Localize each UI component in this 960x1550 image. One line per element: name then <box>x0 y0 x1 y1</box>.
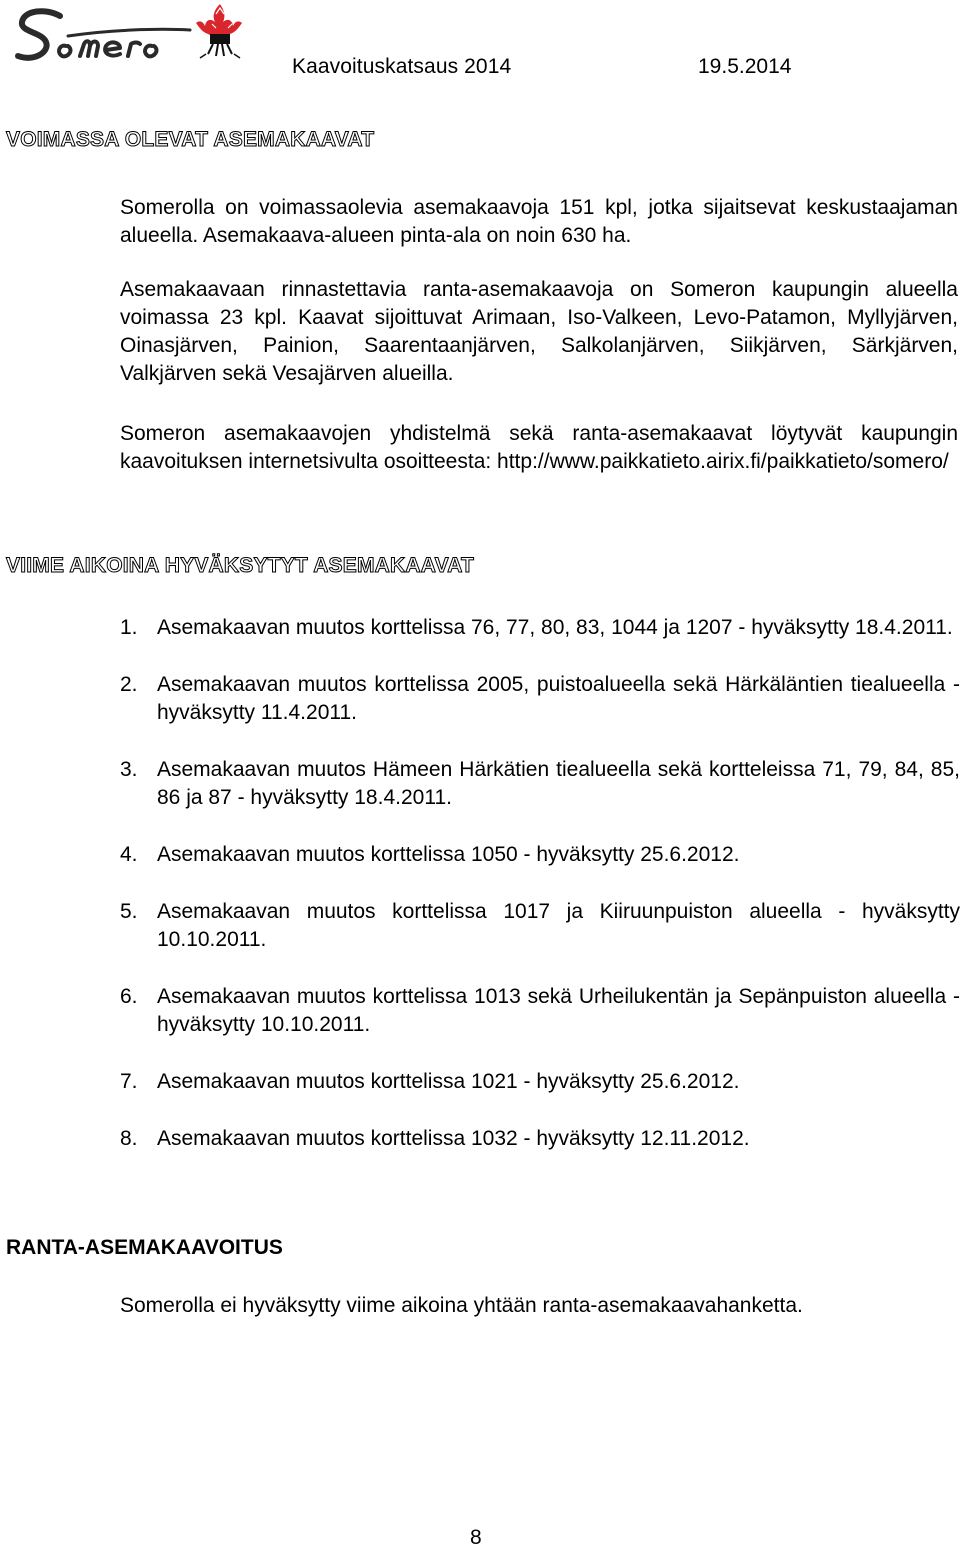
list-item-number: 4. <box>120 843 138 866</box>
list-item <box>120 1125 960 1153</box>
list-item <box>120 671 960 727</box>
list-item-number: 1. <box>120 616 138 639</box>
somero-logo-image <box>8 0 258 72</box>
list-item-text: Asemakaavan muutos Hämeen Härkätien tiealueella sekä kortteleissa 71, 79, 84, 85, 86 ja 87 - hyväksytty 18.4.2011. <box>157 758 960 809</box>
paragraph-ranta-asemakaavoitus: Somerolla ei hyväksytty viime aikoina yhtään ranta-asemakaavahanketta. <box>120 1294 803 1317</box>
list-item <box>120 1068 960 1096</box>
list-item <box>120 756 960 812</box>
list-item-text: Asemakaavan muutos korttelissa 2005, puistoalueella sekä Härkäläntien tiealueella - hyväksytty 11.4.2011. <box>157 673 960 724</box>
somero-logo <box>8 0 258 72</box>
document-title: Kaavoituskatsaus 2014 <box>292 55 512 78</box>
list-item <box>120 898 960 954</box>
list-item-text: Asemakaavan muutos korttelissa 1017 ja Kiiruunpuiston alueella - hyväksytty 10.10.2011. <box>157 900 960 951</box>
list-item <box>120 841 960 869</box>
list-item-number: 6. <box>120 985 138 1008</box>
list-item-number: 8. <box>120 1127 138 1150</box>
approved-plans-list <box>120 614 960 1182</box>
page-header <box>0 0 960 100</box>
list-item <box>120 614 960 642</box>
list-item-number: 5. <box>120 900 138 923</box>
list-item-text: Asemakaavan muutos korttelissa 1021 - hyväksytty 25.6.2012. <box>157 1070 740 1093</box>
paragraph-asemakaavat-count: Somerolla on voimassaolevia asemakaavoja 151 kpl, jotka sijaitsevat keskustaajaman alueella. Asemakaava-alueen pinta-ala on noin 630 ha. <box>120 196 958 247</box>
list-item-text: Asemakaavan muutos korttelissa 1013 sekä Urheilukentän ja Sepänpuiston alueella - hyväksytty 10.10.2011. <box>157 985 960 1036</box>
tree-emblem-icon <box>196 4 242 58</box>
section-heading-ranta: RANTA-ASEMAKAAVOITUS <box>6 1236 283 1259</box>
list-item-text: Asemakaavan muutos korttelissa 1050 - hyväksytty 25.6.2012. <box>157 843 740 866</box>
list-item-number: 2. <box>120 673 138 696</box>
list-item-number: 3. <box>120 758 138 781</box>
page-number: 8 <box>470 1526 482 1549</box>
list-item-text: Asemakaavan muutos korttelissa 76, 77, 80, 83, 1044 ja 1207 - hyväksytty 18.4.2011. <box>157 616 953 639</box>
section-heading-voimassa: VOIMASSA OLEVAT ASEMAKAAVAT <box>6 128 375 151</box>
paragraph-internet-address: Someron asemakaavojen yhdistelmä sekä ranta-asemakaavat löytyvät kaupungin kaavoituksen internetsivulta osoitteesta: http://www.paikkatieto.airix.fi/paikkatieto/somero/ <box>120 422 958 473</box>
paragraph-ranta-asemakaavat: Asemakaavaan rinnastettavia ranta-asemakaavoja on Someron kaupungin alueella voimassa 23 kpl. Kaavat sijoittuvat Arimaan, Iso-Valkeen, Levo-Patamon, Myllyjärven, Oinasjärven, Painion, Saarentaanjärven, Salkolanjärven, Siikjärven, Särkjärven, Valkjärven sekä Vesajärven alueilla. <box>120 278 958 385</box>
list-item <box>120 983 960 1039</box>
document-date: 19.5.2014 <box>698 55 792 78</box>
section-heading-hyvaksytyt: VIIME AIKOINA HYVÄKSYTYT ASEMAKAAVAT <box>6 554 475 577</box>
list-item-text: Asemakaavan muutos korttelissa 1032 - hyväksytty 12.11.2012. <box>157 1127 750 1150</box>
somero-wordmark <box>18 11 190 58</box>
list-item-number: 7. <box>120 1070 138 1093</box>
